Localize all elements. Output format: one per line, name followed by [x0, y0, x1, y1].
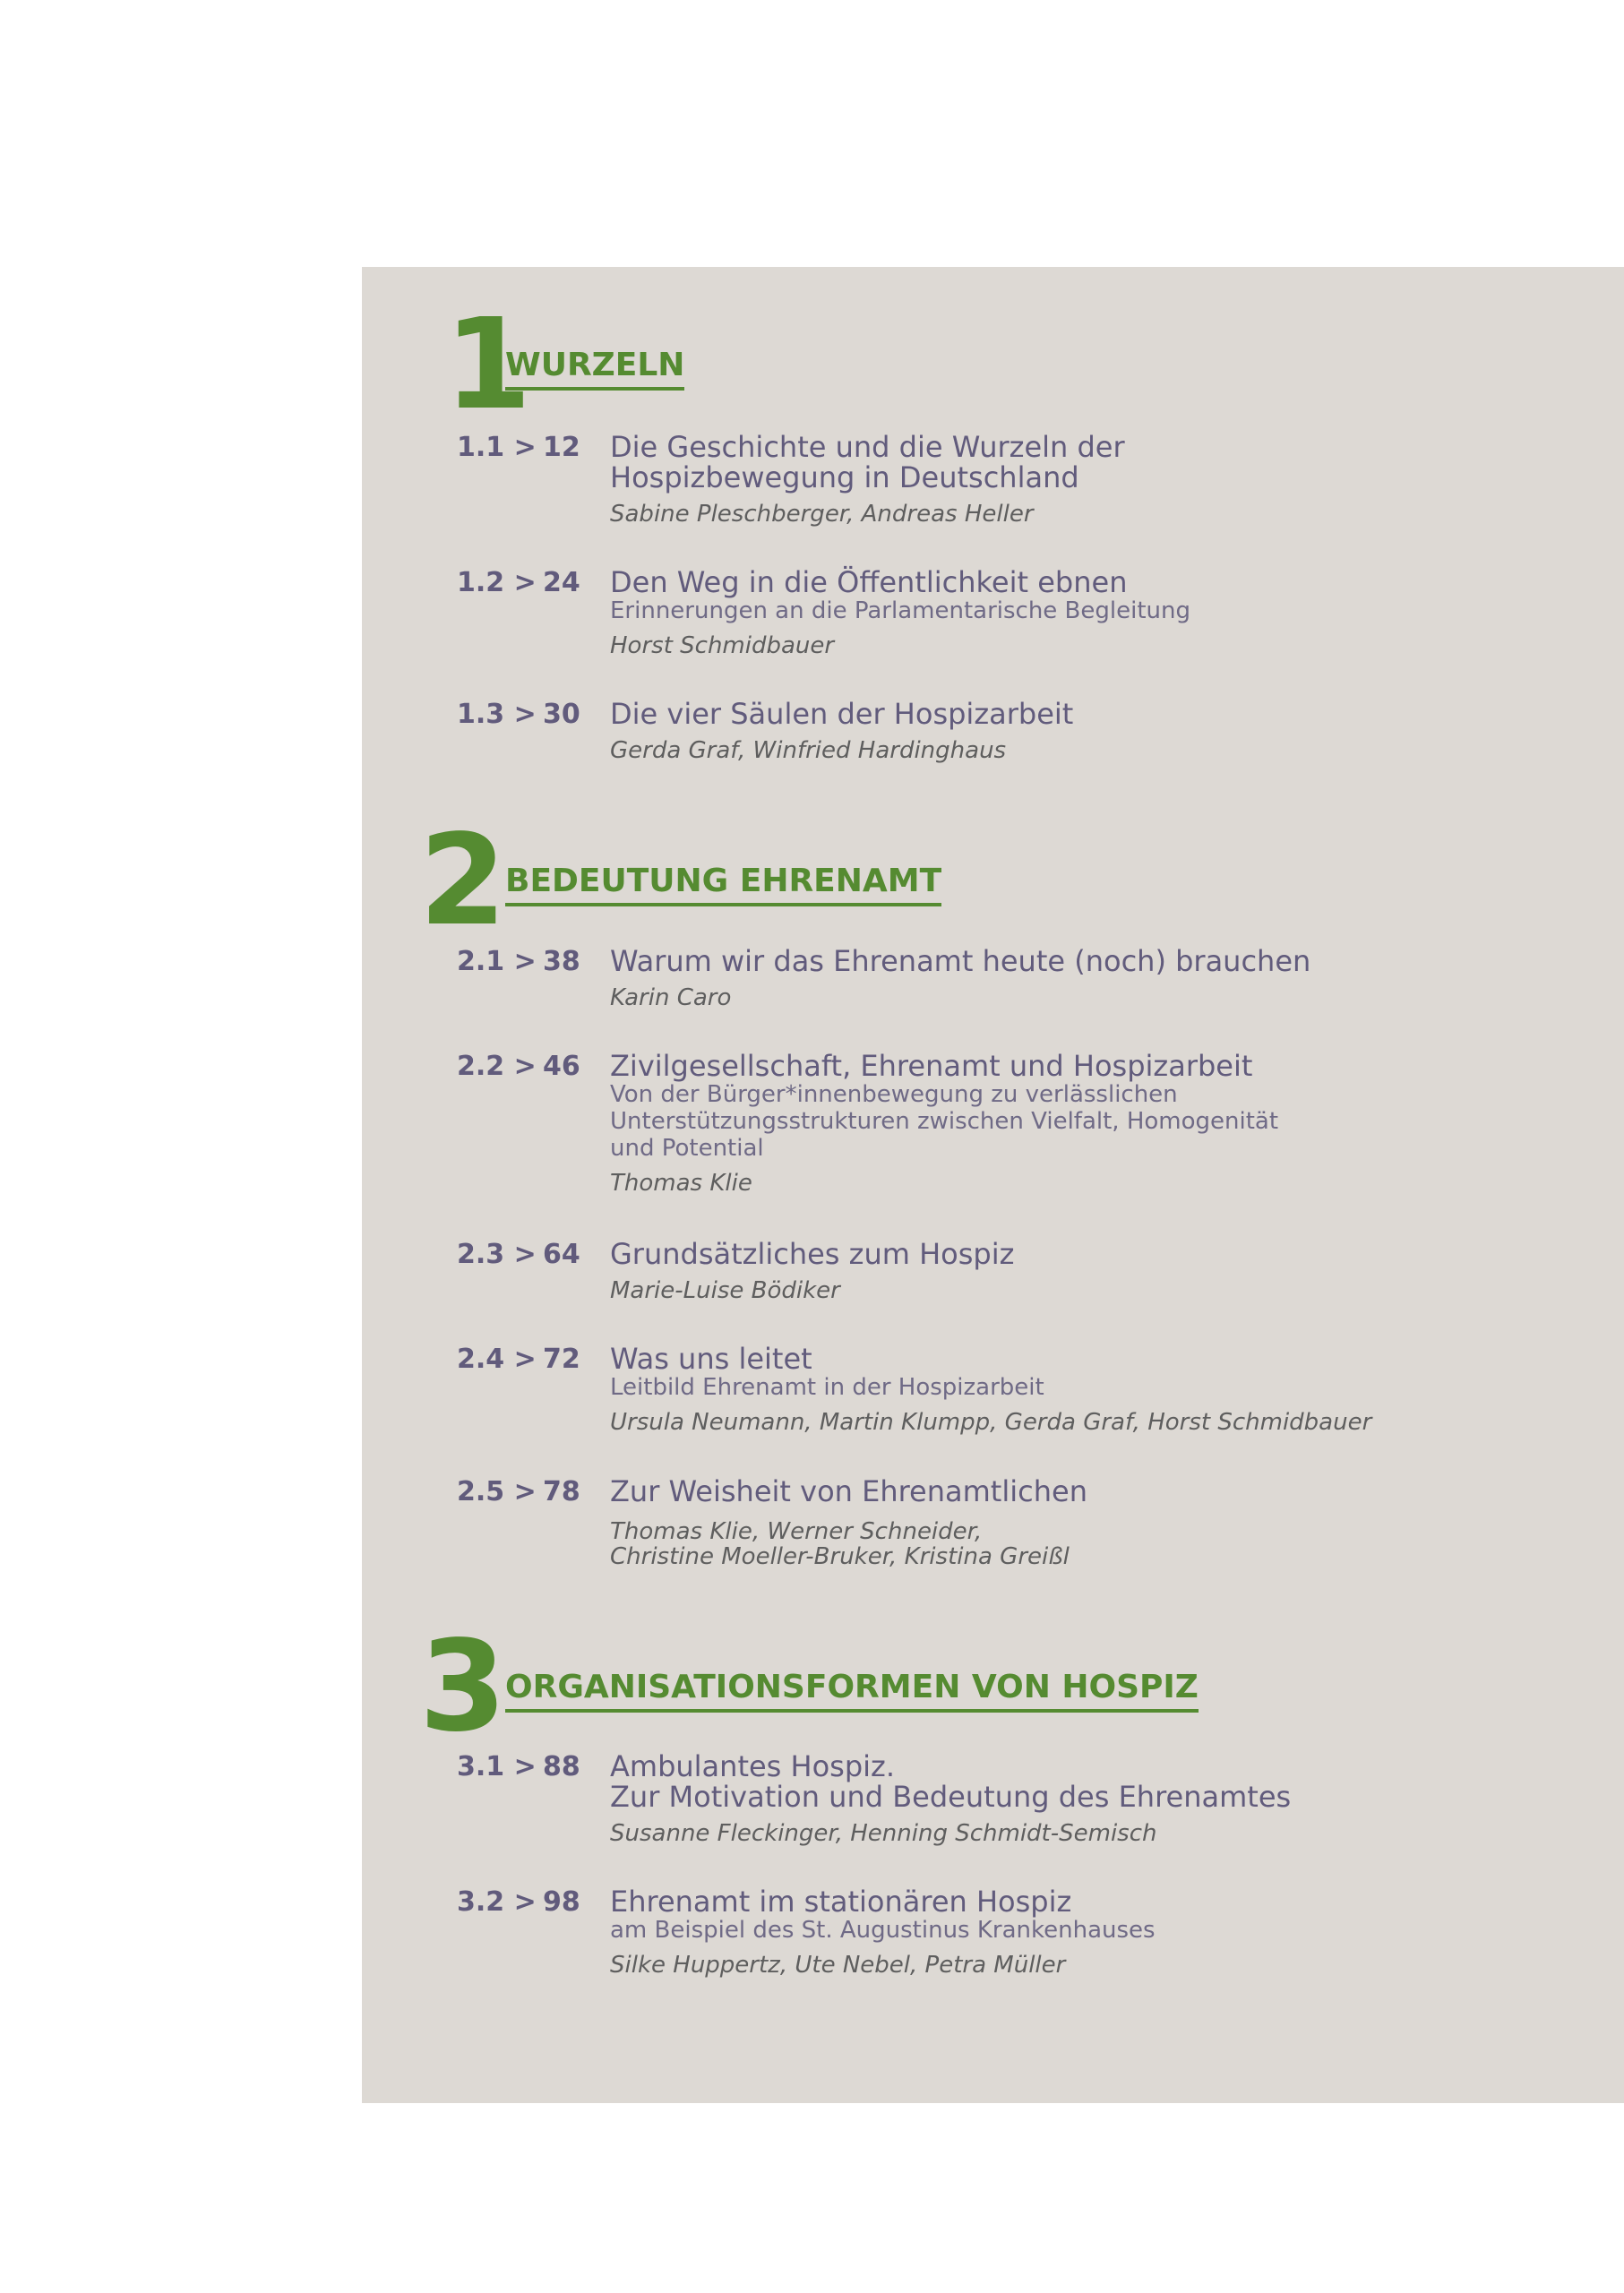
entry-body: [610, 1476, 1595, 1569]
entry-title: Ambulantes Hospiz. Zur Motivation und Bedeutung des Ehrenamtes: [610, 1749, 1292, 1814]
entry-number: 2.2 >: [457, 1051, 537, 1082]
entry-title: Zur Weisheit von Ehrenamtlichen: [610, 1474, 1087, 1508]
entry-title: Den Weg in die Öffentlichkeit ebnen: [610, 565, 1128, 599]
entry-body: [610, 1751, 1595, 1846]
entry-subtitle: Erinnerungen an die Parlamentarische Begleitung: [610, 597, 1190, 624]
chapter-number: 1: [444, 292, 532, 438]
entry-subtitle: am Beispiel des St. Augustinus Krankenhauses: [610, 1917, 1156, 1944]
entry-number: 2.5 >: [457, 1476, 537, 1507]
entry-body: [610, 699, 1595, 763]
entry-title: Ehrenamt im stationären Hospiz: [610, 1885, 1072, 1919]
entry-body: [610, 1239, 1595, 1303]
entry-title: Zivilgesellschaft, Ehrenamt und Hospizarbeit: [610, 1049, 1253, 1083]
entry-author: Gerda Graf, Winfried Hardinghaus: [610, 737, 1007, 764]
entry-body: [610, 946, 1595, 1010]
chapter-number: 2: [419, 808, 507, 954]
entry-body: [610, 567, 1595, 658]
entry-body: [610, 1344, 1595, 1435]
entry-number: 2.3 >: [457, 1239, 537, 1270]
entry-number: 2.4 >: [457, 1344, 537, 1375]
toc-panel: [362, 267, 1624, 2103]
entry-page: 64: [543, 1239, 580, 1270]
entry-author: Thomas Klie, Werner Schneider, Christine Moeller-Bruker, Kristina Greißl: [610, 1518, 1070, 1570]
entry-number: 1.3 >: [457, 699, 537, 730]
entry-title: Grundsätzliches zum Hospiz: [610, 1237, 1015, 1271]
entry-author: Karin Caro: [610, 984, 732, 1011]
entry-number: 2.1 >: [457, 946, 537, 977]
entry-page: 24: [543, 567, 580, 598]
chapter-number: 3: [419, 1614, 507, 1760]
entry-page: 78: [543, 1476, 580, 1507]
entry-page: 98: [543, 1886, 580, 1918]
entry-body: [610, 1886, 1595, 1978]
entry-subtitle: Leitbild Ehrenamt in der Hospizarbeit: [610, 1374, 1044, 1401]
entry-author: Ursula Neumann, Martin Klumpp, Gerda Graf, Horst Schmidbauer: [610, 1409, 1372, 1436]
chapter-title: BEDEUTUNG EHRENAMT: [505, 865, 941, 906]
entry-subtitle: Von der Bürger*innenbewegung zu verlässlichen Unterstützungsstrukturen zwischen Vielfalt, Homogenität und Potential: [610, 1081, 1279, 1162]
entry-author: Silke Huppertz, Ute Nebel, Petra Müller: [610, 1952, 1066, 1979]
entry-number: 3.2 >: [457, 1886, 537, 1918]
entry-number: 1.1 >: [457, 432, 537, 463]
entry-page: 72: [543, 1344, 580, 1375]
entry-title: Die Geschichte und die Wurzeln der Hospizbewegung in Deutschland: [610, 430, 1125, 494]
entry-body: [610, 1051, 1595, 1196]
chapter-title: WURZELN: [505, 349, 684, 391]
chapter-title: ORGANISATIONSFORMEN VON HOSPIZ: [505, 1671, 1199, 1713]
entry-author: Thomas Klie: [610, 1170, 752, 1197]
entry-page: 88: [543, 1751, 580, 1782]
entry-author: Susanne Fleckinger, Henning Schmidt-Semisch: [610, 1820, 1157, 1847]
entry-author: Sabine Pleschberger, Andreas Heller: [610, 501, 1034, 528]
entry-title: Warum wir das Ehrenamt heute (noch) brauchen: [610, 944, 1311, 978]
entry-page: 30: [543, 699, 580, 730]
entry-title: Die vier Säulen der Hospizarbeit: [610, 697, 1074, 731]
entry-page: 12: [543, 432, 580, 463]
entry-title: Was uns leitet: [610, 1342, 812, 1376]
entry-page: 46: [543, 1051, 580, 1082]
entry-page: 38: [543, 946, 580, 977]
entry-number: 1.2 >: [457, 567, 537, 598]
entry-number: 3.1 >: [457, 1751, 537, 1782]
entry-author: Marie-Luise Bödiker: [610, 1277, 840, 1304]
entry-author: Horst Schmidbauer: [610, 632, 835, 659]
entry-body: [610, 432, 1595, 527]
